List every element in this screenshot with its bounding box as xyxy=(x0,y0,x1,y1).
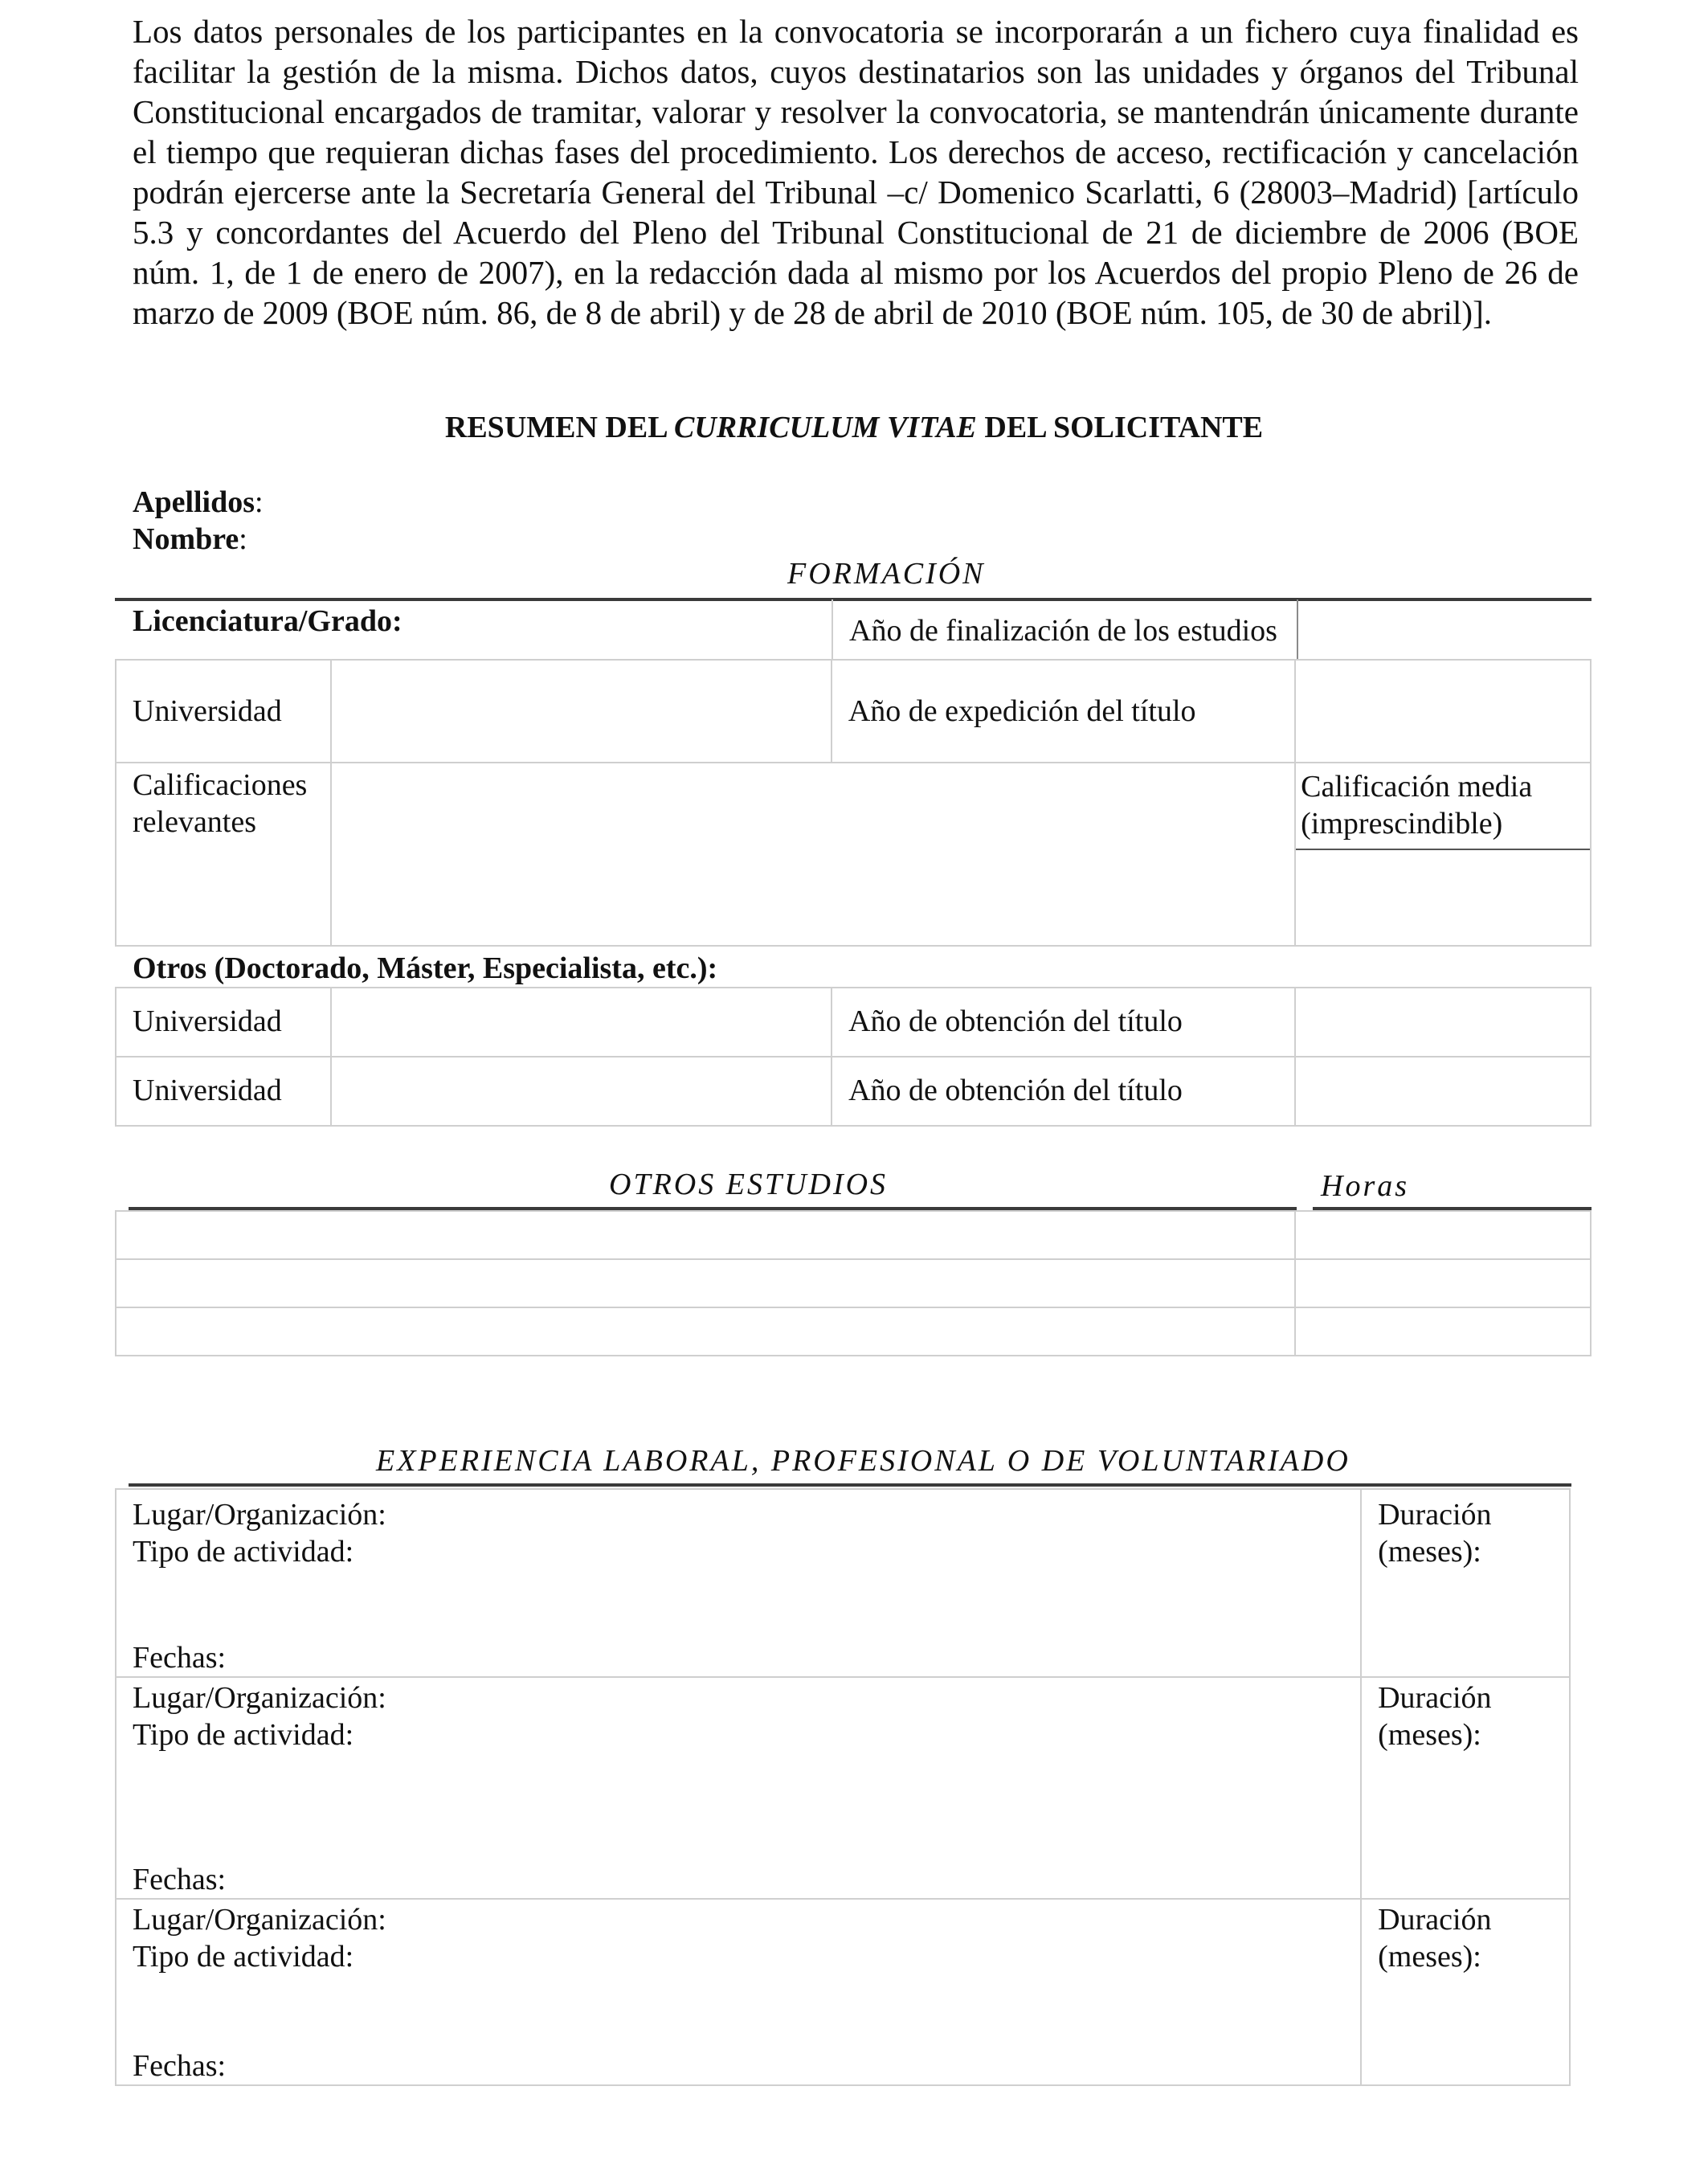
title-italic: CURRICULUM VITAE xyxy=(673,411,977,444)
study-input-3[interactable] xyxy=(116,1307,1295,1356)
grades-label-cell: Calificaciones relevantes xyxy=(116,763,331,946)
experience-entry-2[interactable] xyxy=(116,1677,1361,1899)
duration-label: Duración xyxy=(1378,1903,1492,1937)
study-input-2[interactable] xyxy=(116,1259,1295,1307)
others-label: Otros (Doctorado, Máster, Especialista, etc.): xyxy=(133,951,718,985)
hours-input-3[interactable] xyxy=(1295,1307,1591,1356)
degree-divider-right xyxy=(1297,599,1298,659)
grades-input[interactable] xyxy=(331,763,1295,946)
other-year-label-2: Año de obtención del título xyxy=(832,1057,1295,1126)
end-year-label: Año de finalización de los estudios xyxy=(849,614,1277,648)
experience-entry-1[interactable] xyxy=(116,1489,1361,1677)
duration-cell-1[interactable] xyxy=(1361,1489,1570,1677)
hours-input-2[interactable] xyxy=(1295,1259,1591,1307)
avg-grade-input[interactable] xyxy=(1296,850,1590,945)
avg-grade-cell xyxy=(1295,763,1591,946)
others-table xyxy=(115,987,1592,1127)
dates-label: Fechas: xyxy=(133,1863,227,1896)
experience-entry-3[interactable] xyxy=(116,1899,1361,2085)
duration-unit-label: (meses): xyxy=(1378,1718,1481,1752)
dates-label: Fechas: xyxy=(133,1641,227,1675)
duration-label: Duración xyxy=(1378,1681,1492,1715)
type-label: Tipo de actividad: xyxy=(133,1940,354,1974)
duration-unit-label: (meses): xyxy=(1378,1535,1481,1569)
page-title xyxy=(0,410,1708,445)
duration-label: Duración xyxy=(1378,1498,1492,1532)
duration-cell-2[interactable] xyxy=(1361,1677,1570,1899)
otros-estudios-heading: OTROS ESTUDIOS xyxy=(609,1168,889,1201)
study-input-1[interactable] xyxy=(116,1211,1295,1259)
issue-year-label-cell: Año de expedición del título xyxy=(832,660,1295,763)
privacy-notice: Los datos personales de los participantes en la convocatoria se incorporarán a un fichero cuya finalidad es facilitar la gestión de la misma. Dichos datos, cuyos destinatarios son las unidades y órganos del Tribunal Constitucional encargados de tramitar, valorar y resolver la convocatoria, se mantendrán únicamente durante el tiempo que requieran dichas fases del procedimiento. Los derechos de acceso, rectificación y cancelación podrán ejercerse ante la Secretaría General del Tribunal –c/ Domenico Scarlatti, 6 (28003–Madrid) [artículo 5.3 y concordantes del Acuerdo del Pleno del Tribunal Constitucional de 21 de diciembre de 2006 (BOE núm. 1, de 1 de enero de 2007), en la redacción dada al mismo por los Acuerdos del propio Pleno de 26 de marzo de 2009 (BOE núm. 86, de 8 de abril) y de 28 de abril de 2010 (BOE núm. 105, de 30 de abril)]. xyxy=(133,13,1579,331)
other-year-input-1[interactable] xyxy=(1295,988,1591,1057)
type-label: Tipo de actividad: xyxy=(133,1718,354,1752)
title-part1: RESUMEN DEL xyxy=(444,411,674,444)
experiencia-table xyxy=(115,1488,1571,2086)
experiencia-rule xyxy=(129,1483,1571,1487)
name-label: Nombre: xyxy=(133,522,247,556)
other-university-input-2[interactable] xyxy=(331,1057,832,1126)
other-year-input-2[interactable] xyxy=(1295,1057,1591,1126)
university-label-cell: Universidad xyxy=(116,660,331,763)
avg-grade-label: Calificación media (imprescindible) xyxy=(1296,763,1590,850)
otros-estudios-table xyxy=(115,1210,1592,1356)
university-input[interactable] xyxy=(331,660,832,763)
formacion-heading: FORMACIÓN xyxy=(787,557,986,591)
surname-label: Apellidos: xyxy=(133,485,264,519)
degree-label: Licenciatura/Grado: xyxy=(133,604,402,638)
formacion-rule xyxy=(115,598,1592,601)
duration-unit-label: (meses): xyxy=(1378,1940,1481,1974)
hours-heading: Horas xyxy=(1321,1169,1410,1203)
other-university-input-1[interactable] xyxy=(331,988,832,1057)
title-part2: DEL SOLICITANTE xyxy=(976,411,1264,444)
other-university-label-2: Universidad xyxy=(116,1057,331,1126)
issue-year-input[interactable] xyxy=(1295,660,1591,763)
place-label: Lugar/Organización: xyxy=(133,1681,386,1715)
dates-label: Fechas: xyxy=(133,2049,227,2083)
degree-divider xyxy=(832,599,833,659)
experiencia-heading: EXPERIENCIA LABORAL, PROFESIONAL O DE VOLUNTARIADO xyxy=(376,1444,1350,1478)
duration-cell-3[interactable] xyxy=(1361,1899,1570,2085)
type-label: Tipo de actividad: xyxy=(133,1535,354,1569)
place-label: Lugar/Organización: xyxy=(133,1903,386,1937)
formacion-table xyxy=(115,659,1592,947)
other-year-label-1: Año de obtención del título xyxy=(832,988,1295,1057)
other-university-label-1: Universidad xyxy=(116,988,331,1057)
place-label: Lugar/Organización: xyxy=(133,1498,386,1532)
hours-input-1[interactable] xyxy=(1295,1211,1591,1259)
